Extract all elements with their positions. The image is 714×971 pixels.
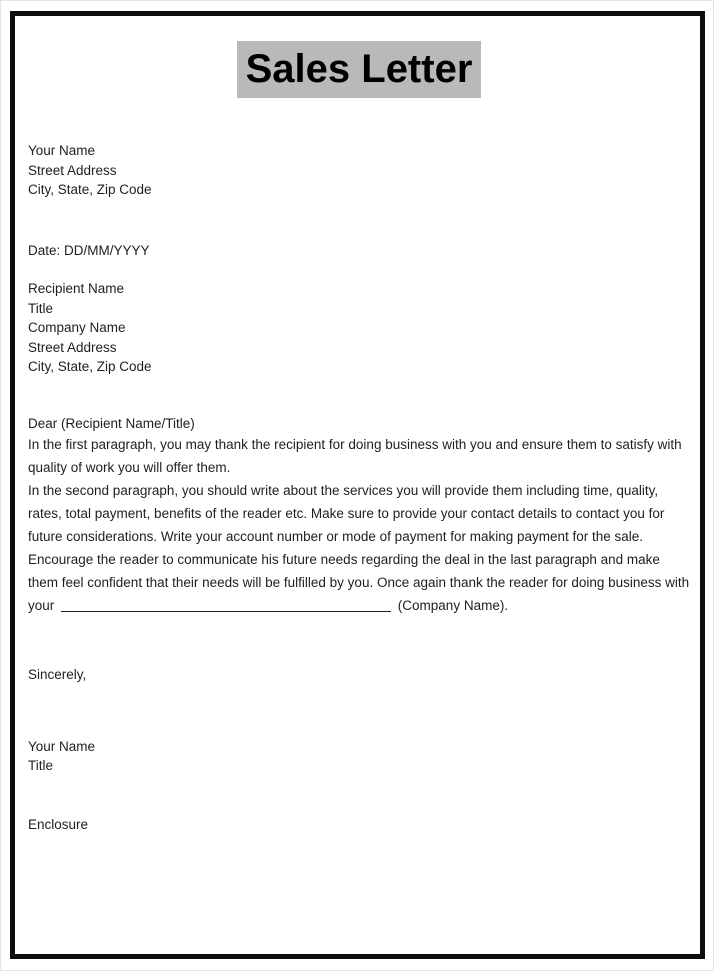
signature-title: Title	[28, 758, 54, 773]
sender-name: Your Name	[28, 143, 96, 158]
recipient-city-state-zip: City, State, Zip Code	[28, 359, 152, 374]
title-row	[28, 41, 690, 98]
company-name-blank	[61, 598, 391, 612]
paragraph-first: In the first paragraph, you may thank the recipient for doing business with you and ensure them to satisfy with quality of work you will offer them.	[28, 437, 682, 475]
letter-sheet	[10, 11, 705, 959]
recipient-company: Company Name	[28, 320, 126, 335]
recipient-street-address: Street Address	[28, 339, 117, 355]
salutation: Dear (Recipient Name/Title)	[28, 415, 195, 431]
valediction: Sincerely,	[28, 667, 87, 682]
signature-block	[28, 737, 690, 776]
company-name-caption: (Company Name).	[397, 598, 509, 613]
recipient-address-block	[28, 279, 690, 377]
recipient-title: Title	[28, 300, 54, 316]
sender-city-state-zip: City, State, Zip Code	[28, 182, 152, 197]
sender-street-address: Street Address	[28, 162, 117, 178]
paragraph-last	[28, 548, 690, 617]
paragraph-second: In the second paragraph, you should write about the services you will provide them including time, quality, rates, total payment, benefits of the reader etc. Make sure to provide your contact details to contact you for future considerations. Write your account number or mode of payment for making payment for the sale.	[28, 483, 665, 544]
enclosure-note: Enclosure	[28, 816, 89, 832]
signature-name: Your Name	[28, 738, 96, 754]
paragraph-last-text: Encourage the reader to communicate his future needs regarding the deal in the last paragraph and make them feel confident that their needs will be fulfilled by you. Once again thank the reader for doing business with your	[28, 552, 690, 613]
date-line: Date: DD/MM/YYYY	[28, 242, 150, 258]
recipient-name: Recipient Name	[28, 281, 125, 296]
page-title: Sales Letter	[237, 41, 482, 98]
sender-address-block	[28, 141, 690, 200]
